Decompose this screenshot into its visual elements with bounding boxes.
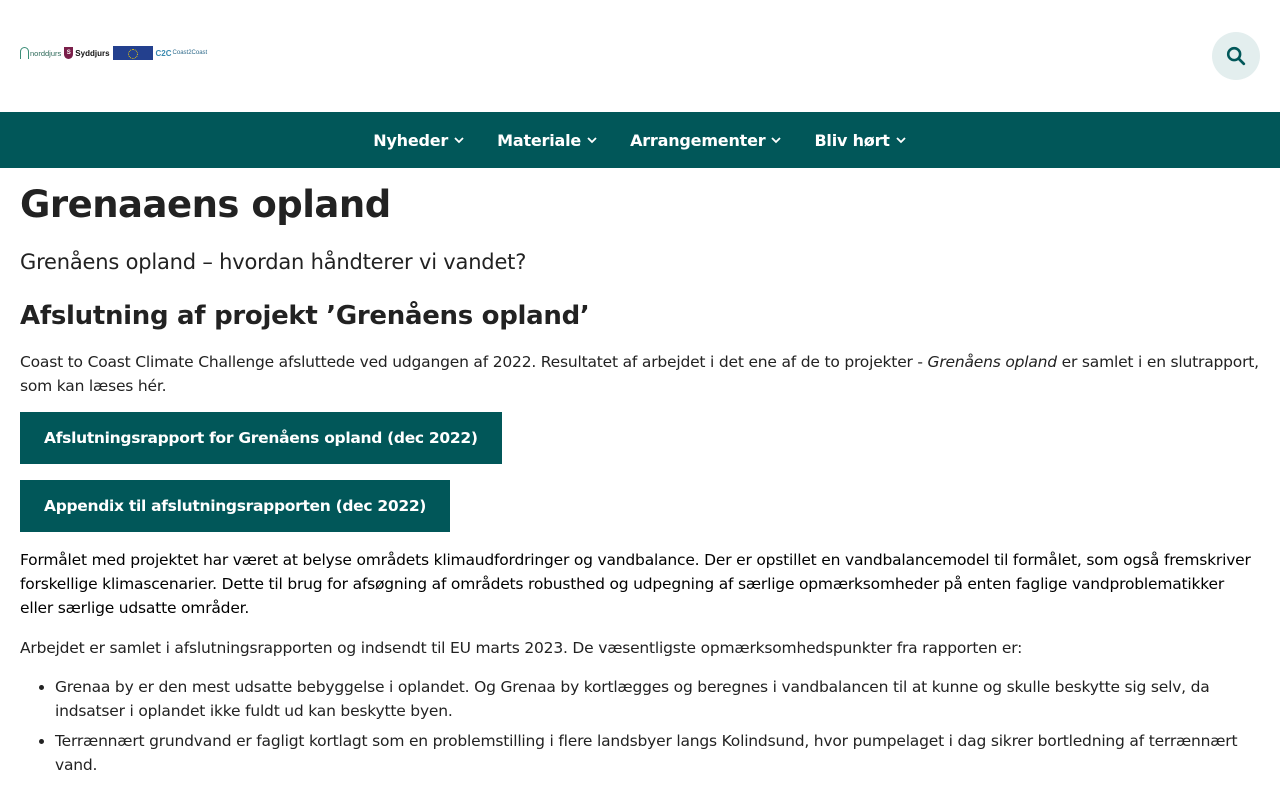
goal-paragraph: Formålet med projektet har været at belyse områdets klimaudfordringer og vandbalance. Der er opstillet en vandbalancemodel til formålet, som også fremskriver forskellige klimascenarier. Dette til brug for afsøgning af områdets robusthed og udpegning af særlige opmærksomheder på enten faglige vandproblematikker eller særlige udsatte områder. (20, 551, 1251, 617)
norddjurs-logo: norddjurs (20, 45, 61, 61)
nav-item-materiale[interactable] (481, 131, 614, 150)
syddjurs-shield-icon: S (64, 47, 73, 59)
nav-item-label: Arrangementer (630, 130, 766, 150)
main-nav (0, 112, 1280, 168)
list-item: • Terrænnært grundvand er fagligt kortlagt som en problemstilling i flere landsbyer langs Kolindsund, hvor pumpelaget i dag sikrer bortledning af terrænnært vand. (55, 729, 1260, 777)
nav-item-bliv-hoert[interactable] (798, 131, 922, 150)
partner-logos[interactable] (20, 45, 207, 61)
page-lead: Grenåens opland – hvordan håndterer vi vandet? (20, 250, 527, 274)
chevron-down-icon (770, 134, 782, 146)
nav-item-label: Bliv hørt (814, 130, 890, 150)
syddjurs-logo: S Syddjurs (64, 45, 109, 61)
intro-paragraph: Coast to Coast Climate Challenge afsluttede ved udgangen af 2022. Resultatet af arbejdet i det ene af de to projekter - Grenåens opland er samlet i en slutrapport, som kan læses hér. (20, 353, 1259, 395)
nav-item-label: Nyheder (373, 130, 449, 150)
chevron-down-icon (895, 134, 907, 146)
findings-list (20, 675, 1260, 777)
report-button[interactable]: Afslutningsrapport for Grenåens opland (dec 2022) (20, 412, 502, 464)
list-item: • Grenaa by er den mest udsatte bebyggelse i oplandet. Og Grenaa by kortlægges og beregnes i vandbalancen til at kunne og skulle beskytte sig selv, da indsatser i oplandet ikke fuldt ud kan beskytte byen. (55, 675, 1260, 723)
appendix-button-wrap (20, 480, 1260, 532)
nav-item-label: Materiale (497, 130, 582, 150)
c2c-logo: C2C Coast2Coast (155, 48, 208, 58)
work-paragraph: Arbejdet er samlet i afslutningsrapporten og indsendt til EU marts 2023. De væsentligste opmærksomhedspunkter fra rapporten er: (20, 639, 1023, 657)
site-header (0, 0, 1280, 112)
chevron-down-icon (586, 134, 598, 146)
norddjurs-mark-icon (20, 47, 29, 59)
project-name: Grenåens opland (927, 353, 1057, 371)
search-icon (1225, 45, 1247, 67)
page-title: Grenaaens opland (20, 183, 391, 226)
search-button[interactable] (1212, 32, 1260, 80)
section-heading: Afslutning af projekt ’Grenåens opland’ (20, 301, 590, 331)
nav-item-arrangementer[interactable] (614, 131, 798, 150)
chevron-down-icon (453, 134, 465, 146)
appendix-button[interactable]: Appendix til afslutningsrapporten (dec 2022) (20, 480, 450, 532)
eu-flag-icon (113, 46, 153, 60)
nav-item-nyheder[interactable] (357, 131, 481, 150)
main-content (0, 183, 1280, 777)
